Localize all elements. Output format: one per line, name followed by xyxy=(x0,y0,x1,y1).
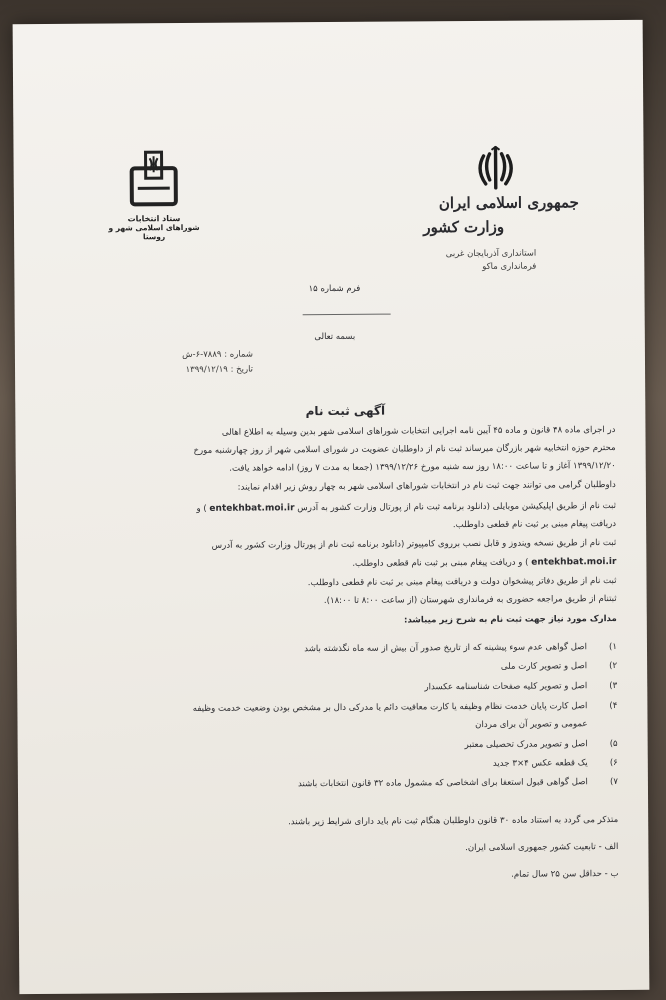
invocation: بسمه تعالی xyxy=(314,331,356,343)
notice-title: آگهی ثبت نام xyxy=(305,403,386,419)
method-4: ثبتنام از طریق مراجعه حضوری به فرمانداری شهرستان (از ساعت ۸:۰۰ تا ۱۸:۰۰). xyxy=(323,594,617,607)
doc-num: ۴) xyxy=(609,701,618,712)
doc-num: ۶) xyxy=(609,758,618,769)
country-title: جمهوری اسلامی ایران xyxy=(438,193,579,213)
doc-num: ۱) xyxy=(608,642,618,653)
doc-item: اصل گواهی قبول استعفا برای اشخاصی که مشمول ماده ۳۲ قانون انتخابات باشند xyxy=(297,777,588,790)
form-number: فرم شماره ۱۵ xyxy=(308,283,361,295)
divider xyxy=(303,314,391,316)
letter-number: شماره : ۷۸۸۹-۶-ش xyxy=(182,349,253,361)
method-2-line-1: ثبت نام از طریق نسخه ویندوز و قابل نصب برروی کامپیوتر (دانلود برنامه ثبت نام از پورتال وزارت کشور به آدرس xyxy=(211,538,617,551)
method-1-end: ) و xyxy=(196,503,207,514)
letter-date: تاریخ : ۱۳۹۹/۱۲/۱۹ xyxy=(185,364,254,376)
logo-caption-1: ستاد انتخابات xyxy=(127,214,181,224)
doc-item: اصل گواهی عدم سوء پیشینه که از تاریخ صدور آن بیش از سه ماه نگذشته باشد xyxy=(304,642,588,655)
method-2-end: ) و دریافت پیغام مبنی بر ثبت نام قطعی داوطلب. xyxy=(352,557,529,569)
doc-item: اصل و تصویر کلیه صفحات شناسنامه عکسدار xyxy=(424,681,588,693)
document-page xyxy=(13,20,650,994)
org-line-1: استانداری آذربایجان غربی xyxy=(445,248,537,260)
paragraph-line: ۱۳۹۹/۱۲/۲۰ آغاز و تا ساعت ۱۸:۰۰ روز سه شنبه مورخ ۱۳۹۹/۱۲/۲۶ (جمعا به مدت ۷ روز) ادامه خواهد یافت. xyxy=(229,461,616,474)
doc-item: اصل کارت پایان خدمت نظام وظیفه یا کارت معافیت دائم یا مدرکی دال بر مشخص بودن وضعیت خدمت وظیفه xyxy=(192,701,588,714)
iran-emblem-icon xyxy=(473,146,517,192)
doc-item: اصل و تصویر کارت ملی xyxy=(500,661,588,672)
paragraph-line: محترم حوزه انتخابیه شهر بازرگان میرساند ثبت نام از داوطلبان عضویت در شورای اسلامی شهر از روز چهارشنبه مورخ xyxy=(193,443,616,456)
documents-intro: مدارک مورد نیاز جهت ثبت نام به شرح زیر میباشد: xyxy=(403,614,617,626)
conditions-note: متذکر می گردد به استناد ماده ۳۰ قانون داوطلبان هنگام ثبت نام باید دارای شرایط زیر باشند. xyxy=(288,815,619,828)
ministry-title: وزارت کشور xyxy=(423,217,505,237)
doc-num: ۵) xyxy=(609,739,618,750)
method-1-line-1 xyxy=(196,501,616,514)
paragraph-line: در اجرای ماده ۴۸ قانون و ماده ۴۵ آیین نامه اجرایی انتخابات شوراهای اسلامی شهر بدین وسیله به اطلاع اهالی xyxy=(221,425,616,438)
method-2-line-2 xyxy=(352,557,616,569)
portal-url-link[interactable]: entekhbat.moi.ir xyxy=(531,557,617,568)
condition-b: ب - حداقل سن ۲۵ سال تمام. xyxy=(511,869,619,880)
portal-url-link[interactable]: entekhbat.moi.ir xyxy=(209,503,295,514)
doc-item-continued: عمومی و تصویر آن برای مردان xyxy=(475,719,588,730)
doc-num: ۳) xyxy=(609,681,618,692)
logo-caption-2: شوراهای اسلامی شهر و روستا xyxy=(108,222,200,242)
org-line-2: فرمانداری ماکو xyxy=(482,261,537,272)
condition-a: الف - تابعیت کشور جمهوری اسلامی ایران. xyxy=(465,842,619,854)
doc-item: اصل و تصویر مدرک تحصیلی معتبر xyxy=(464,739,588,751)
method-1-line-2: دریافت پیغام مبنی بر ثبت نام قطعی داوطلب. xyxy=(452,519,617,531)
doc-num: ۲) xyxy=(609,661,618,672)
method-1-text: ثبت نام از طریق اپلیکیشن موبایلی (دانلود برنامه ثبت نام از پورتال وزارت کشور به آدرس xyxy=(297,501,617,514)
method-3: ثبت نام از طریق دفاتر پیشخوان دولت و دریافت پیغام مبنی بر ثبت نام قطعی داوطلب. xyxy=(307,576,617,589)
ministry-logo xyxy=(413,145,593,237)
doc-item: یک قطعه عکس ۴×۳ جدید xyxy=(492,758,588,769)
paragraph-line: داوطلبان گرامی می توانند جهت ثبت نام در انتخابات شوراهای اسلامی شهر به چهار روش زیر اقدام نمایند: xyxy=(237,480,616,493)
election-headquarters-logo xyxy=(98,148,209,242)
doc-num: ۷) xyxy=(609,777,618,788)
ballot-box-icon xyxy=(123,148,183,210)
